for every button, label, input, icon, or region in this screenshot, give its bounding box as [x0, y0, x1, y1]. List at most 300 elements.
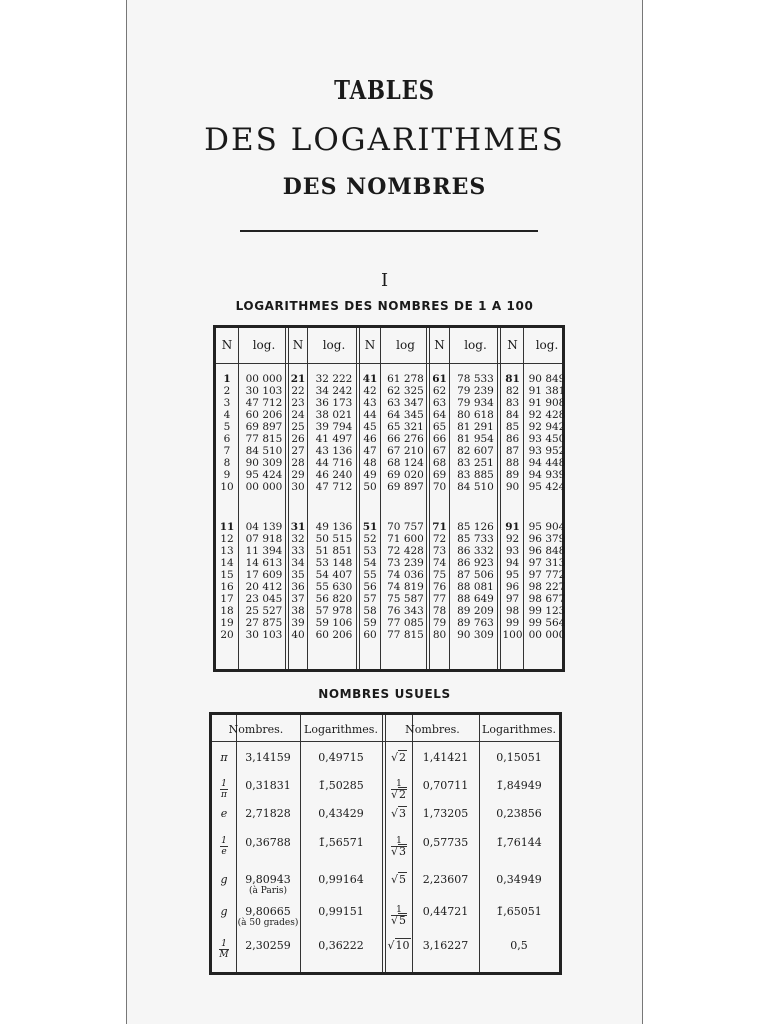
- constant-value: [236, 779, 300, 792]
- n-cell: 54: [363, 557, 377, 569]
- log-cell: 67 210: [387, 445, 424, 457]
- fraction: [391, 779, 407, 801]
- n-cell: 59: [363, 617, 377, 629]
- constant-symbol: g: [220, 905, 228, 918]
- log-cell: 27 875: [245, 617, 283, 629]
- n-cell: 96: [505, 581, 520, 593]
- n-cell: 64: [432, 409, 447, 421]
- log-cell: 82 607: [457, 445, 494, 457]
- n-cell: 80: [432, 629, 447, 641]
- n-cell: 79: [432, 617, 447, 629]
- title-line-1: TABLES: [334, 76, 435, 106]
- radical-log: 0,15051: [496, 751, 542, 764]
- n-cell: 74: [432, 557, 447, 569]
- fraction-numerator: 1: [221, 836, 227, 846]
- n-cell: 73: [432, 545, 447, 557]
- section1-heading: LOGARITHMES DES NOMBRES DE 1 A 100: [235, 299, 534, 313]
- log-column: [451, 373, 500, 493]
- header-log: log.: [464, 338, 487, 352]
- n-cell: 51: [362, 521, 378, 533]
- n-cell: 18: [220, 605, 234, 617]
- fraction-denominator: π: [221, 790, 227, 800]
- constant-log: 0,49715: [318, 751, 364, 764]
- constant-symbol: e: [220, 807, 228, 820]
- log-cell: 23 045: [245, 593, 283, 605]
- radical-log: 0,34949: [496, 873, 542, 886]
- n-cell: 9: [223, 469, 231, 481]
- n-cell: 62: [432, 385, 447, 397]
- n-cell: 71: [432, 521, 447, 533]
- constant-symbol: π: [220, 751, 228, 764]
- n-cell: 8: [223, 457, 231, 469]
- log-cell: 60 206: [315, 629, 353, 641]
- log-table-1-100: [213, 325, 565, 672]
- radical-log: 1̄,76144: [496, 836, 542, 849]
- n-cell: 39: [291, 617, 305, 629]
- n-cell: 4: [223, 409, 231, 421]
- header-cell: Logarithmes.: [482, 723, 556, 736]
- log-cell: 86 923: [457, 557, 494, 569]
- n-cell: 26: [291, 433, 305, 445]
- fraction-numerator: 1: [391, 905, 407, 916]
- square-root: [391, 807, 407, 820]
- header-n: N: [364, 338, 376, 352]
- log-cell: 25 527: [245, 605, 283, 617]
- radical-symbol: [386, 939, 412, 952]
- n-cell: 34: [291, 557, 305, 569]
- n-cell: 99: [505, 617, 520, 629]
- header-n: N: [434, 338, 445, 352]
- value-text: 9,80665: [245, 905, 291, 918]
- n-cell: 45: [363, 421, 377, 433]
- radical-symbol: [386, 873, 412, 886]
- constant-log: 1̄,50285: [318, 779, 364, 792]
- n-cell: 90: [505, 481, 520, 493]
- log-cell: 85 733: [457, 533, 494, 545]
- n-cell: 84: [505, 409, 520, 421]
- n-column: [216, 521, 238, 641]
- n-cell: 97: [505, 593, 520, 605]
- log-cell: 44 716: [315, 457, 353, 469]
- n-cell: 42: [363, 385, 377, 397]
- fraction-numerator: 1: [221, 939, 227, 949]
- n-cell: 7: [223, 445, 231, 457]
- book-page: [126, 0, 643, 1024]
- log-cell: 74 819: [387, 581, 424, 593]
- n-cell: 67: [432, 445, 447, 457]
- n-cell: 100: [502, 629, 523, 641]
- constant-symbol: g: [220, 873, 228, 886]
- radical-log: 0,5: [510, 939, 528, 952]
- n-cell: 37: [291, 593, 305, 605]
- log-cell: 47 712: [245, 397, 283, 409]
- fraction: [220, 779, 228, 800]
- log-cell: 78 533: [457, 373, 494, 385]
- constant-value: [236, 939, 300, 952]
- log-cell: 91 908: [528, 397, 566, 409]
- fraction-numerator: 1: [221, 779, 227, 789]
- radical-sign: √: [390, 845, 398, 858]
- radical-sign: √: [390, 788, 398, 801]
- title-line-3: DES NOMBRES: [282, 174, 487, 200]
- log-cell: 30 103: [245, 629, 283, 641]
- log-cell: 53 148: [315, 557, 353, 569]
- radical-log: 1̄,65051: [496, 905, 542, 918]
- radical-value: 2,23607: [422, 873, 469, 886]
- log-cell: 30 103: [245, 385, 283, 397]
- log-column: [382, 521, 429, 641]
- constant-value: [236, 873, 300, 896]
- log-cell: 69 020: [387, 469, 424, 481]
- log-cell: 97 313: [528, 557, 566, 569]
- log-cell: 83 251: [457, 457, 494, 469]
- radicand: 10: [395, 939, 410, 952]
- log-cell: 64 345: [387, 409, 424, 421]
- n-cell: 95: [505, 569, 520, 581]
- section-numeral: I: [380, 270, 389, 291]
- n-cell: 65: [432, 421, 447, 433]
- log-cell: 04 139: [245, 521, 283, 533]
- log-cell: 80 618: [457, 409, 494, 421]
- header-n: N: [507, 338, 518, 352]
- log-cell: 90 309: [245, 457, 283, 469]
- n-cell: 14: [220, 557, 234, 569]
- value-text: 9,80943: [245, 873, 291, 886]
- n-cell: 19: [220, 617, 234, 629]
- log-cell: 93 952: [528, 445, 566, 457]
- log-cell: 84 510: [457, 481, 494, 493]
- constant-symbol: [212, 779, 236, 800]
- n-cell: 75: [432, 569, 447, 581]
- log-column: [309, 373, 359, 493]
- header-n: N: [292, 338, 304, 352]
- log-cell: 46 240: [315, 469, 353, 481]
- radical-log: 1̄,84949: [496, 779, 542, 792]
- log-cell: 96 379: [528, 533, 566, 545]
- log-cell: 73 239: [387, 557, 424, 569]
- square-root: [391, 873, 407, 886]
- log-column: [240, 373, 288, 493]
- radical-value: 1,73205: [422, 807, 469, 820]
- header-n: N: [221, 338, 233, 352]
- n-cell: 56: [363, 581, 377, 593]
- n-cell: 49: [363, 469, 377, 481]
- log-cell: 65 321: [387, 421, 424, 433]
- log-cell: 41 497: [315, 433, 353, 445]
- n-cell: 27: [291, 445, 305, 457]
- n-cell: 33: [291, 545, 305, 557]
- log-cell: 62 325: [387, 385, 424, 397]
- n-cell: 16: [220, 581, 234, 593]
- n-cell: 83: [505, 397, 520, 409]
- fraction-denominator: [391, 790, 407, 801]
- radical-symbol: [386, 751, 412, 764]
- log-cell: 34 242: [315, 385, 353, 397]
- n-cell: 22: [291, 385, 305, 397]
- n-cell: 47: [363, 445, 377, 457]
- n-cell: 31: [290, 521, 306, 533]
- n-cell: 63: [432, 397, 447, 409]
- log-cell: 36 173: [315, 397, 353, 409]
- constant-value: [236, 751, 300, 764]
- n-cell: 15: [220, 569, 234, 581]
- radicand: 3: [399, 807, 406, 820]
- radical-symbol: [386, 905, 412, 927]
- log-cell: 75 587: [387, 593, 424, 605]
- log-cell: 98 227: [528, 581, 566, 593]
- log-cell: 17 609: [245, 569, 283, 581]
- constant-value: [236, 905, 300, 928]
- log-cell: 74 036: [387, 569, 424, 581]
- radical-value: 0,44721: [422, 905, 469, 918]
- header-log: log.: [252, 338, 276, 352]
- n-cell: 57: [363, 593, 377, 605]
- n-cell: 86: [505, 433, 520, 445]
- log-cell: 95 424: [528, 481, 566, 493]
- radicand: 2: [399, 788, 406, 801]
- radical-value: 0,57735: [422, 836, 469, 849]
- log-cell: 84 510: [245, 445, 283, 457]
- n-cell: 94: [505, 557, 520, 569]
- usual-numbers-table: [209, 712, 562, 975]
- log-cell: 76 343: [387, 605, 424, 617]
- square-root: [387, 939, 410, 952]
- fraction-numerator: 1: [391, 779, 407, 790]
- n-cell: 43: [363, 397, 377, 409]
- log-cell: 81 291: [457, 421, 494, 433]
- radicand: 5: [399, 914, 406, 927]
- radical-sign: √: [390, 873, 398, 886]
- n-cell: 23: [291, 397, 305, 409]
- radicand: 3: [399, 845, 406, 858]
- fraction-numerator: 1: [391, 836, 407, 847]
- section2-heading: NOMBRES USUELS: [318, 687, 451, 701]
- log-cell: 11 394: [245, 545, 283, 557]
- n-cell: 41: [362, 373, 378, 385]
- log-cell: 83 885: [457, 469, 494, 481]
- n-cell: 20: [220, 629, 234, 641]
- n-cell: 85: [505, 421, 520, 433]
- square-root: [391, 847, 407, 857]
- value-text: 2,30259: [245, 939, 291, 952]
- radical-value: 0,70711: [422, 779, 469, 792]
- n-cell: 10: [220, 481, 234, 493]
- n-cell: 50: [363, 481, 377, 493]
- value-text: 3,14159: [245, 751, 291, 764]
- constant-log: 1̄,56571: [318, 836, 364, 849]
- radicand: 5: [399, 873, 406, 886]
- fraction-denominator: [391, 847, 407, 858]
- log-cell: 71 600: [387, 533, 424, 545]
- log-cell: 99 123: [528, 605, 566, 617]
- n-cell: 78: [432, 605, 447, 617]
- header-cell: Nombres.: [228, 723, 284, 736]
- n-cell: 68: [432, 457, 447, 469]
- log-cell: 59 106: [315, 617, 353, 629]
- log-cell: 54 407: [315, 569, 353, 581]
- header-log: log.: [322, 338, 346, 352]
- fraction-denominator: M: [219, 950, 229, 960]
- log-cell: 94 939: [528, 469, 566, 481]
- n-cell: 81: [505, 373, 520, 385]
- log-cell: 51 851: [315, 545, 353, 557]
- n-cell: 92: [505, 533, 520, 545]
- log-cell: 47 712: [315, 481, 353, 493]
- n-cell: 93: [505, 545, 520, 557]
- value-text: 0,36788: [245, 836, 291, 849]
- n-cell: 3: [223, 397, 231, 409]
- log-cell: 70 757: [387, 521, 424, 533]
- n-cell: 5: [223, 421, 231, 433]
- n-cell: 32: [291, 533, 305, 545]
- radical-value: 1,41421: [422, 751, 469, 764]
- log-cell: 90 849: [528, 373, 566, 385]
- log-cell: 56 820: [315, 593, 353, 605]
- n-cell: 1: [223, 373, 231, 385]
- n-cell: 36: [291, 581, 305, 593]
- log-cell: 92 942: [528, 421, 566, 433]
- n-cell: 91: [505, 521, 520, 533]
- constant-symbol: [212, 939, 236, 960]
- log-cell: 72 428: [387, 545, 424, 557]
- radical-symbol: [386, 779, 412, 801]
- log-cell: 89 763: [457, 617, 494, 629]
- log-cell: 77 815: [245, 433, 283, 445]
- radical-symbol: [386, 836, 412, 858]
- log-cell: 00 000: [528, 629, 566, 641]
- n-cell: 72: [432, 533, 447, 545]
- constant-log: 0,36222: [318, 939, 364, 952]
- log-cell: 00 000: [245, 373, 283, 385]
- log-cell: 85 126: [457, 521, 494, 533]
- n-cell: 38: [291, 605, 305, 617]
- log-cell: 88 081: [457, 581, 494, 593]
- log-cell: 95 424: [245, 469, 283, 481]
- n-cell: 69: [432, 469, 447, 481]
- n-cell: 11: [219, 521, 235, 533]
- n-cell: 48: [363, 457, 377, 469]
- value-text: 2,71828: [245, 807, 291, 820]
- n-cell: 70: [432, 481, 447, 493]
- value-note: (à Paris): [248, 886, 288, 896]
- log-cell: 55 630: [315, 581, 353, 593]
- log-cell: 61 278: [387, 373, 424, 385]
- n-cell: 53: [363, 545, 377, 557]
- n-cell: 52: [363, 533, 377, 545]
- fraction: [220, 836, 228, 857]
- header-log: log: [396, 338, 415, 352]
- log-column: [309, 521, 359, 641]
- log-cell: 68 124: [387, 457, 424, 469]
- n-column: [359, 373, 381, 493]
- n-column: [359, 521, 381, 641]
- constant-log: 0,43429: [318, 807, 364, 820]
- log-cell: 99 564: [528, 617, 566, 629]
- value-text: 0,31831: [245, 779, 291, 792]
- constant-value: [236, 836, 300, 849]
- radicand: 2: [399, 751, 406, 764]
- log-cell: 81 954: [457, 433, 494, 445]
- log-column: [240, 521, 288, 641]
- log-cell: 43 136: [315, 445, 353, 457]
- radical-sign: √: [390, 807, 398, 820]
- log-column: [451, 521, 500, 641]
- n-cell: 77: [432, 593, 447, 605]
- log-cell: 69 897: [245, 421, 283, 433]
- fraction-denominator: [391, 916, 407, 927]
- n-cell: 60: [363, 629, 377, 641]
- n-column: [500, 373, 525, 493]
- n-column: [429, 373, 450, 493]
- log-cell: 98 677: [528, 593, 566, 605]
- n-cell: 61: [432, 373, 447, 385]
- log-cell: 91 381: [528, 385, 566, 397]
- constant-symbol: [212, 836, 236, 857]
- n-column: [288, 373, 308, 493]
- constant-log: 0,99164: [318, 873, 364, 886]
- log-cell: 49 136: [315, 521, 353, 533]
- log-cell: 32 222: [315, 373, 353, 385]
- header-log: log.: [535, 338, 559, 352]
- log-cell: 88 649: [457, 593, 494, 605]
- log-cell: 66 276: [387, 433, 424, 445]
- log-cell: 92 428: [528, 409, 566, 421]
- n-cell: 87: [505, 445, 520, 457]
- log-cell: 50 515: [315, 533, 353, 545]
- log-cell: 77 085: [387, 617, 424, 629]
- n-cell: 66: [432, 433, 447, 445]
- n-column: [216, 373, 238, 493]
- fraction: [219, 939, 228, 960]
- log-cell: 57 978: [315, 605, 353, 617]
- constant-value: [236, 807, 300, 820]
- fraction-denominator: e: [221, 847, 227, 857]
- log-cell: 38 021: [315, 409, 353, 421]
- n-cell: 2: [223, 385, 231, 397]
- n-cell: 98: [505, 605, 520, 617]
- n-cell: 40: [291, 629, 305, 641]
- radical-symbol: [386, 807, 412, 820]
- log-cell: 77 815: [387, 629, 424, 641]
- log-cell: 79 239: [457, 385, 494, 397]
- table-header-rule: [216, 363, 562, 364]
- radical-sign: √: [390, 751, 398, 764]
- log-cell: 96 848: [528, 545, 566, 557]
- n-cell: 88: [505, 457, 520, 469]
- value-note: (à 50 grades): [237, 918, 299, 928]
- log-cell: 93 450: [528, 433, 566, 445]
- n-cell: 25: [291, 421, 305, 433]
- n-cell: 24: [291, 409, 305, 421]
- radical-sign: √: [387, 939, 395, 952]
- n-cell: 28: [291, 457, 305, 469]
- n-cell: 13: [220, 545, 234, 557]
- log-cell: 89 209: [457, 605, 494, 617]
- log-column: [526, 521, 568, 641]
- n-cell: 76: [432, 581, 447, 593]
- square-root: [391, 790, 407, 800]
- n-cell: 21: [290, 373, 306, 385]
- log-column: [526, 373, 568, 493]
- n-cell: 44: [363, 409, 377, 421]
- n-cell: 12: [220, 533, 234, 545]
- log-cell: 07 918: [245, 533, 283, 545]
- n-cell: 6: [223, 433, 231, 445]
- radical-value: 3,16227: [422, 939, 469, 952]
- header-cell: Nombres.: [405, 723, 460, 736]
- n-cell: 30: [291, 481, 305, 493]
- log-cell: 14 613: [245, 557, 283, 569]
